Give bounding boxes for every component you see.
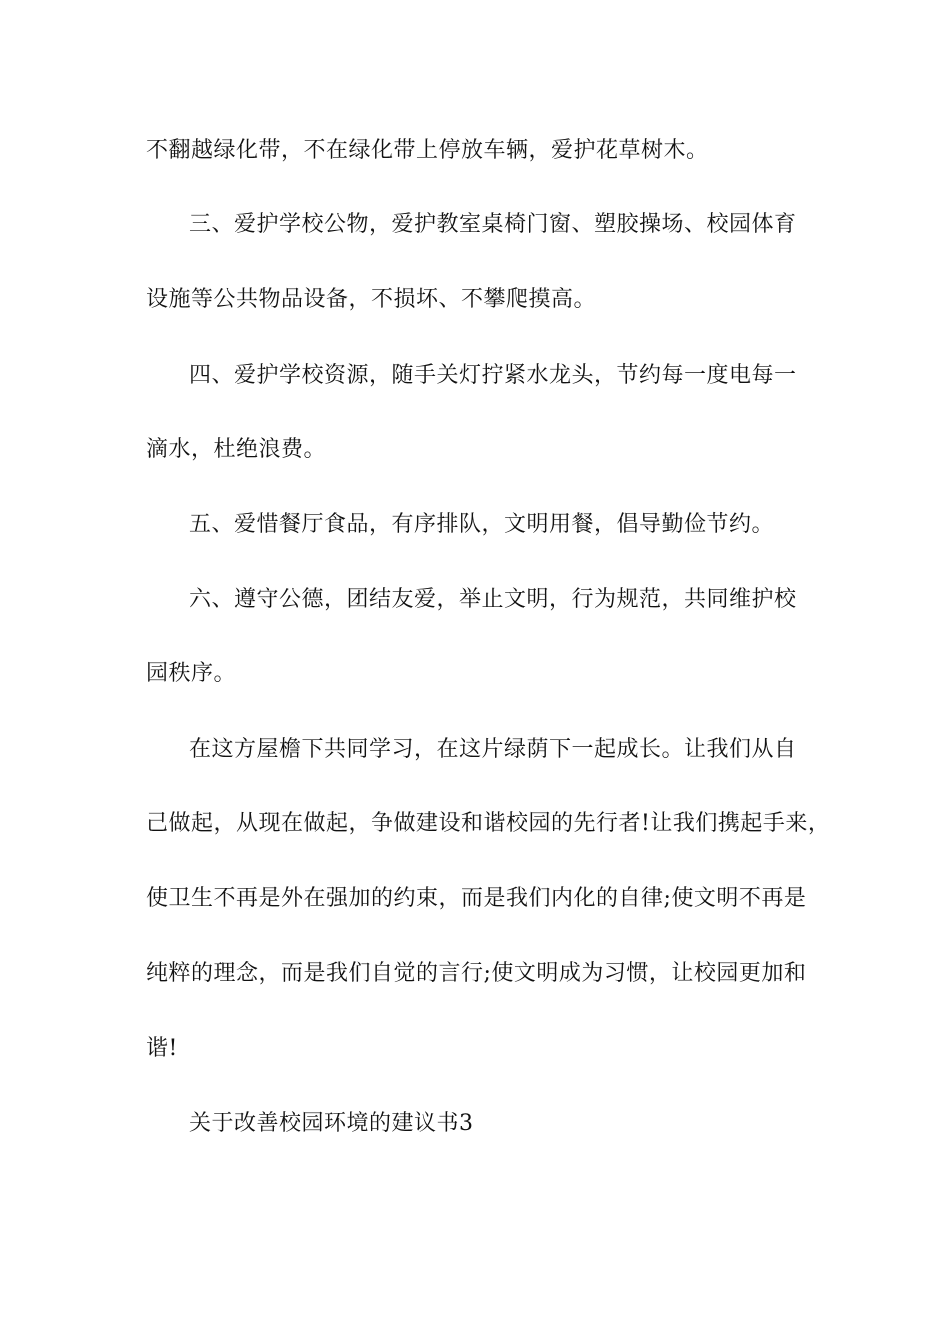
paragraph-line: 使卫生不再是外在强加的约束，而是我们内化的自律;使文明不再是: [146, 886, 807, 911]
paragraph-line: 五、爱惜餐厅食品，有序排队，文明用餐，倡导勤俭节约。: [189, 512, 775, 537]
paragraph-line: 园秩序。: [146, 661, 237, 686]
paragraph-line: 己做起，从现在做起，争做建设和谐校园的先行者!让我们携起手来，: [146, 811, 831, 836]
paragraph-line: 谐!: [146, 1036, 178, 1061]
paragraph-line: 不翻越绿化带，不在绿化带上停放车辆，爱护花草树木。: [146, 138, 709, 163]
section-title: 关于改善校园环境的建议书3: [189, 1111, 474, 1136]
paragraph-line: 在这方屋檐下共同学习，在这片绿荫下一起成长。让我们从自: [189, 737, 797, 762]
paragraph-line: 三、爱护学校公物，爱护教室桌椅门窗、塑胶操场、校园体育: [189, 212, 797, 237]
paragraph-line: 纯粹的理念，而是我们自觉的言行;使文明成为习惯，让校园更加和: [146, 961, 807, 986]
paragraph-line: 四、爱护学校资源，随手关灯拧紧水龙头，节约每一度电每一: [189, 363, 797, 388]
paragraph-line: 设施等公共物品设备，不损坏、不攀爬摸高。: [146, 287, 597, 312]
paragraph-line: 滴水，杜绝浪费。: [146, 437, 327, 462]
paragraph-line: 六、遵守公德，团结友爱，举止文明，行为规范，共同维护校: [189, 587, 797, 612]
